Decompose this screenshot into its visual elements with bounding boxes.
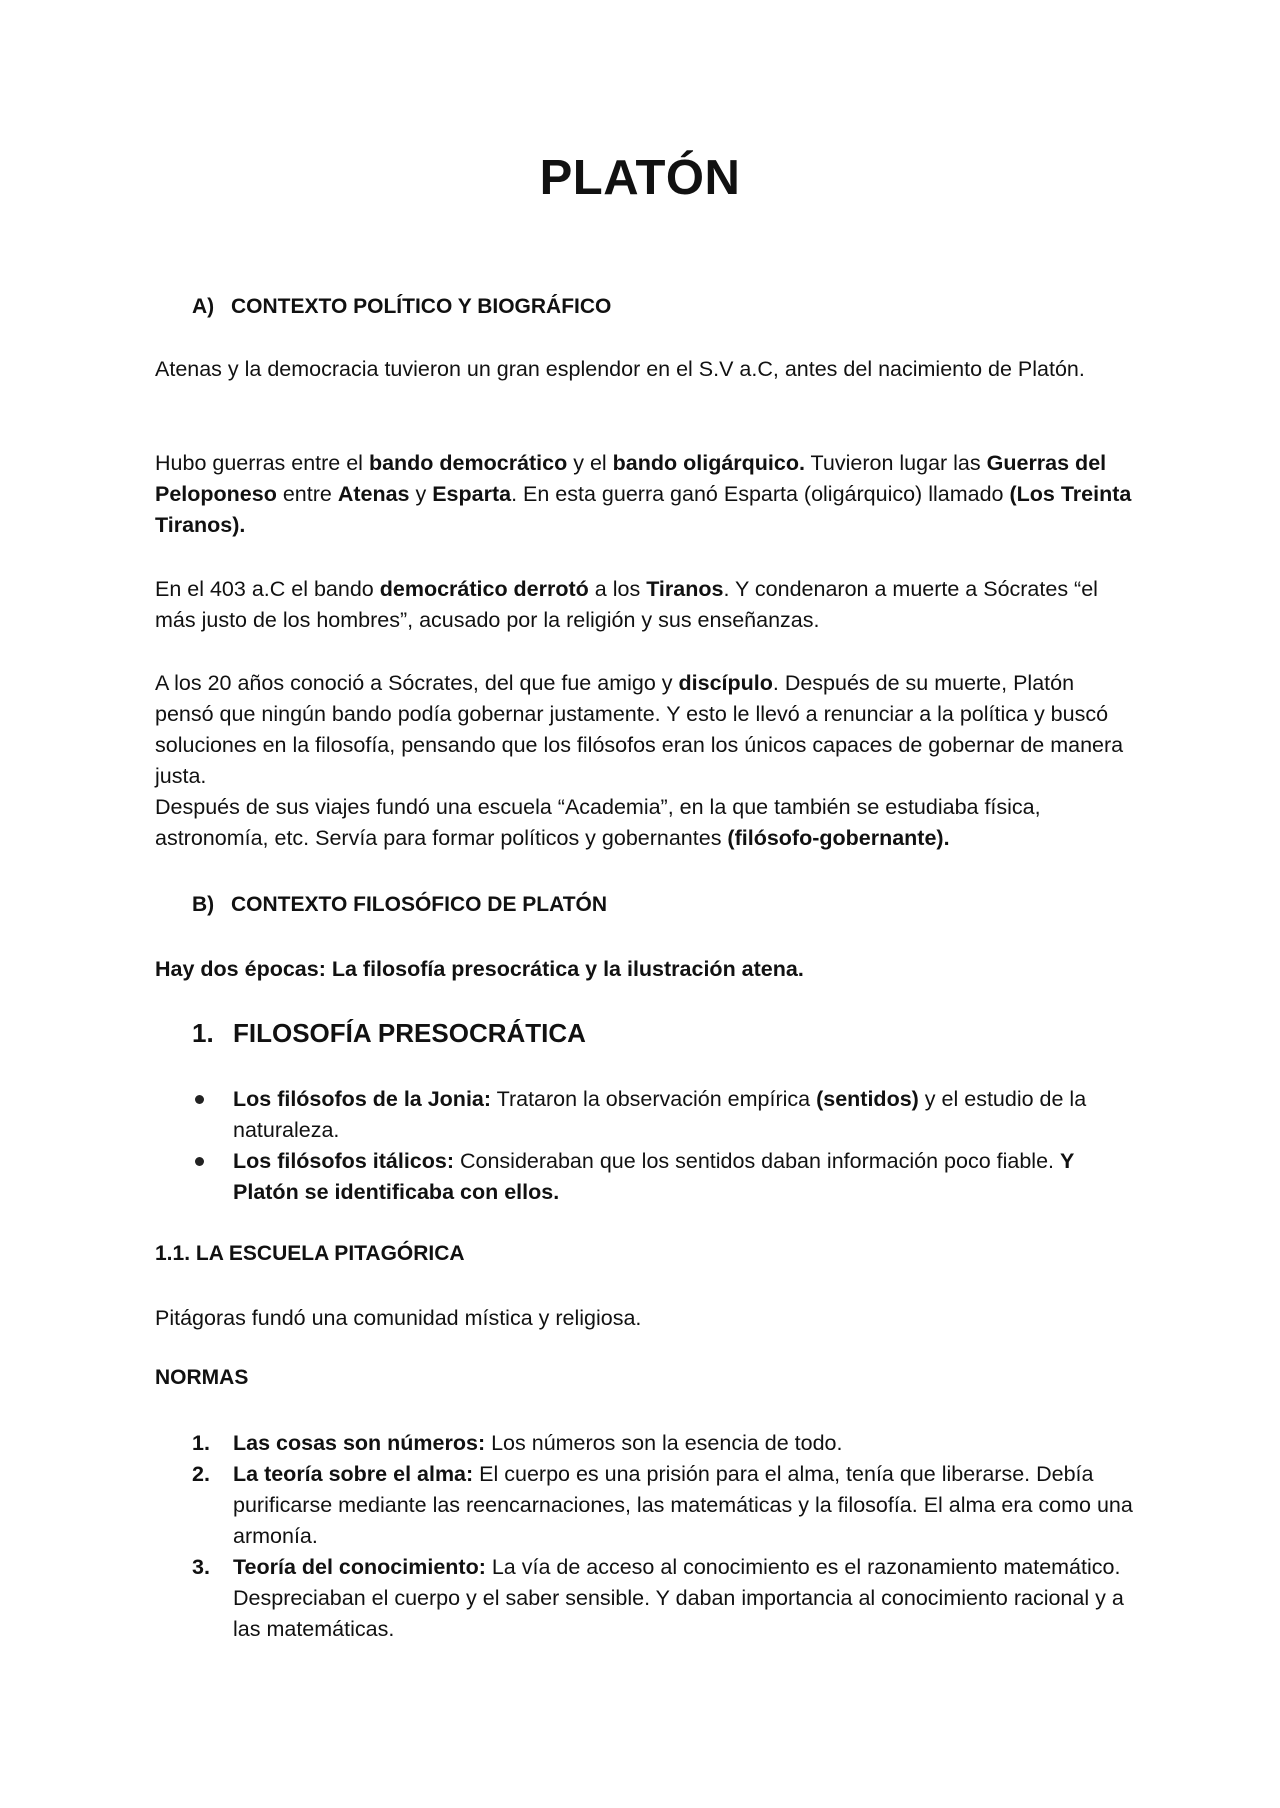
- section-a-title: CONTEXTO POLÍTICO Y BIOGRÁFICO: [231, 295, 612, 318]
- list-item: 3. Teoría del conocimiento: La vía de acceso al conocimiento es el razonamiento matemático. Despreciaban el cuerpo y el saber sensible. Y daban importancia al conocimiento racional y a las matemáticas.: [155, 1552, 1135, 1645]
- list-number: 3.: [192, 1555, 210, 1579]
- subsection-1-title: FILOSOFÍA PRESOCRÁTICA: [233, 1018, 586, 1048]
- paragraph-1: Atenas y la democracia tuvieron un gran esplendor en el S.V a.C, antes del nacimiento de Platón.: [155, 357, 1085, 381]
- list-item: Los filósofos itálicos: Consideraban que los sentidos daban información poco fiable. Y Platón se identificaba con ellos.: [155, 1146, 1135, 1208]
- section-b-letter: B): [192, 893, 215, 916]
- list-item: 2. La teoría sobre el alma: El cuerpo es una prisión para el alma, tenía que liberarse. Debía purificarse mediante las reencarnaciones, las matemáticas y la filosofía. El alma era como una armonía.: [155, 1459, 1135, 1552]
- paragraph-3: En el 403 a.C el bando democrático derrotó a los Tiranos. Y condenaron a muerte a Sócrates “el más justo de los hombres”, acusado por la religión y sus enseñanzas.: [155, 577, 1098, 632]
- philosophers-list: [155, 1084, 1135, 1208]
- epochs-statement: Hay dos épocas: La filosofía presocrática y la ilustración atena.: [155, 957, 804, 981]
- subsection-1-number: 1.: [192, 1018, 214, 1048]
- rules-list: [155, 1428, 1135, 1645]
- bullet-icon: [195, 1095, 204, 1104]
- page-title: PLATÓN: [539, 151, 741, 205]
- subsection-1-1-heading: 1.1. LA ESCUELA PITAGÓRICA: [155, 1242, 465, 1265]
- paragraph-2: Hubo guerras entre el bando democrático y el bando oligárquico. Tuvieron lugar las Guerras del Peloponeso entre Atenas y Esparta. En esta guerra ganó Esparta (oligárquico) llamado (Los Treinta Tiranos).: [155, 451, 1132, 537]
- paragraph-4: A los 20 años conoció a Sócrates, del que fue amigo y discípulo. Después de su muerte, Platón pensó que ningún bando podía gobernar justamente. Y esto le llevó a renunciar a la política y buscó soluciones en la filosofía, pensando que los filósofos eran los únicos capaces de gobernar de manera justa. Después de sus viajes fundó una escuela “Academia”, en la que también se estudiaba física, astronomía, etc. Servía para formar políticos y gobernantes (filósofo-gobernante).: [155, 671, 1124, 850]
- paragraph-5: Pitágoras fundó una comunidad mística y religiosa.: [155, 1306, 642, 1330]
- list-number: 1.: [192, 1431, 210, 1455]
- section-a-heading: [192, 295, 611, 319]
- bullet-icon: [195, 1157, 204, 1166]
- list-number: 2.: [192, 1462, 210, 1486]
- list-item: 1. Las cosas son números: Los números son la esencia de todo.: [155, 1428, 1135, 1459]
- list-item: Los filósofos de la Jonia: Trataron la observación empírica (sentidos) y el estudio de la naturaleza.: [155, 1084, 1135, 1146]
- section-a-letter: A): [192, 295, 215, 318]
- section-b-title: CONTEXTO FILOSÓFICO DE PLATÓN: [231, 893, 608, 916]
- section-b-heading: [192, 893, 607, 917]
- normas-heading: NORMAS: [155, 1366, 249, 1389]
- subsection-1-heading: [192, 1018, 586, 1049]
